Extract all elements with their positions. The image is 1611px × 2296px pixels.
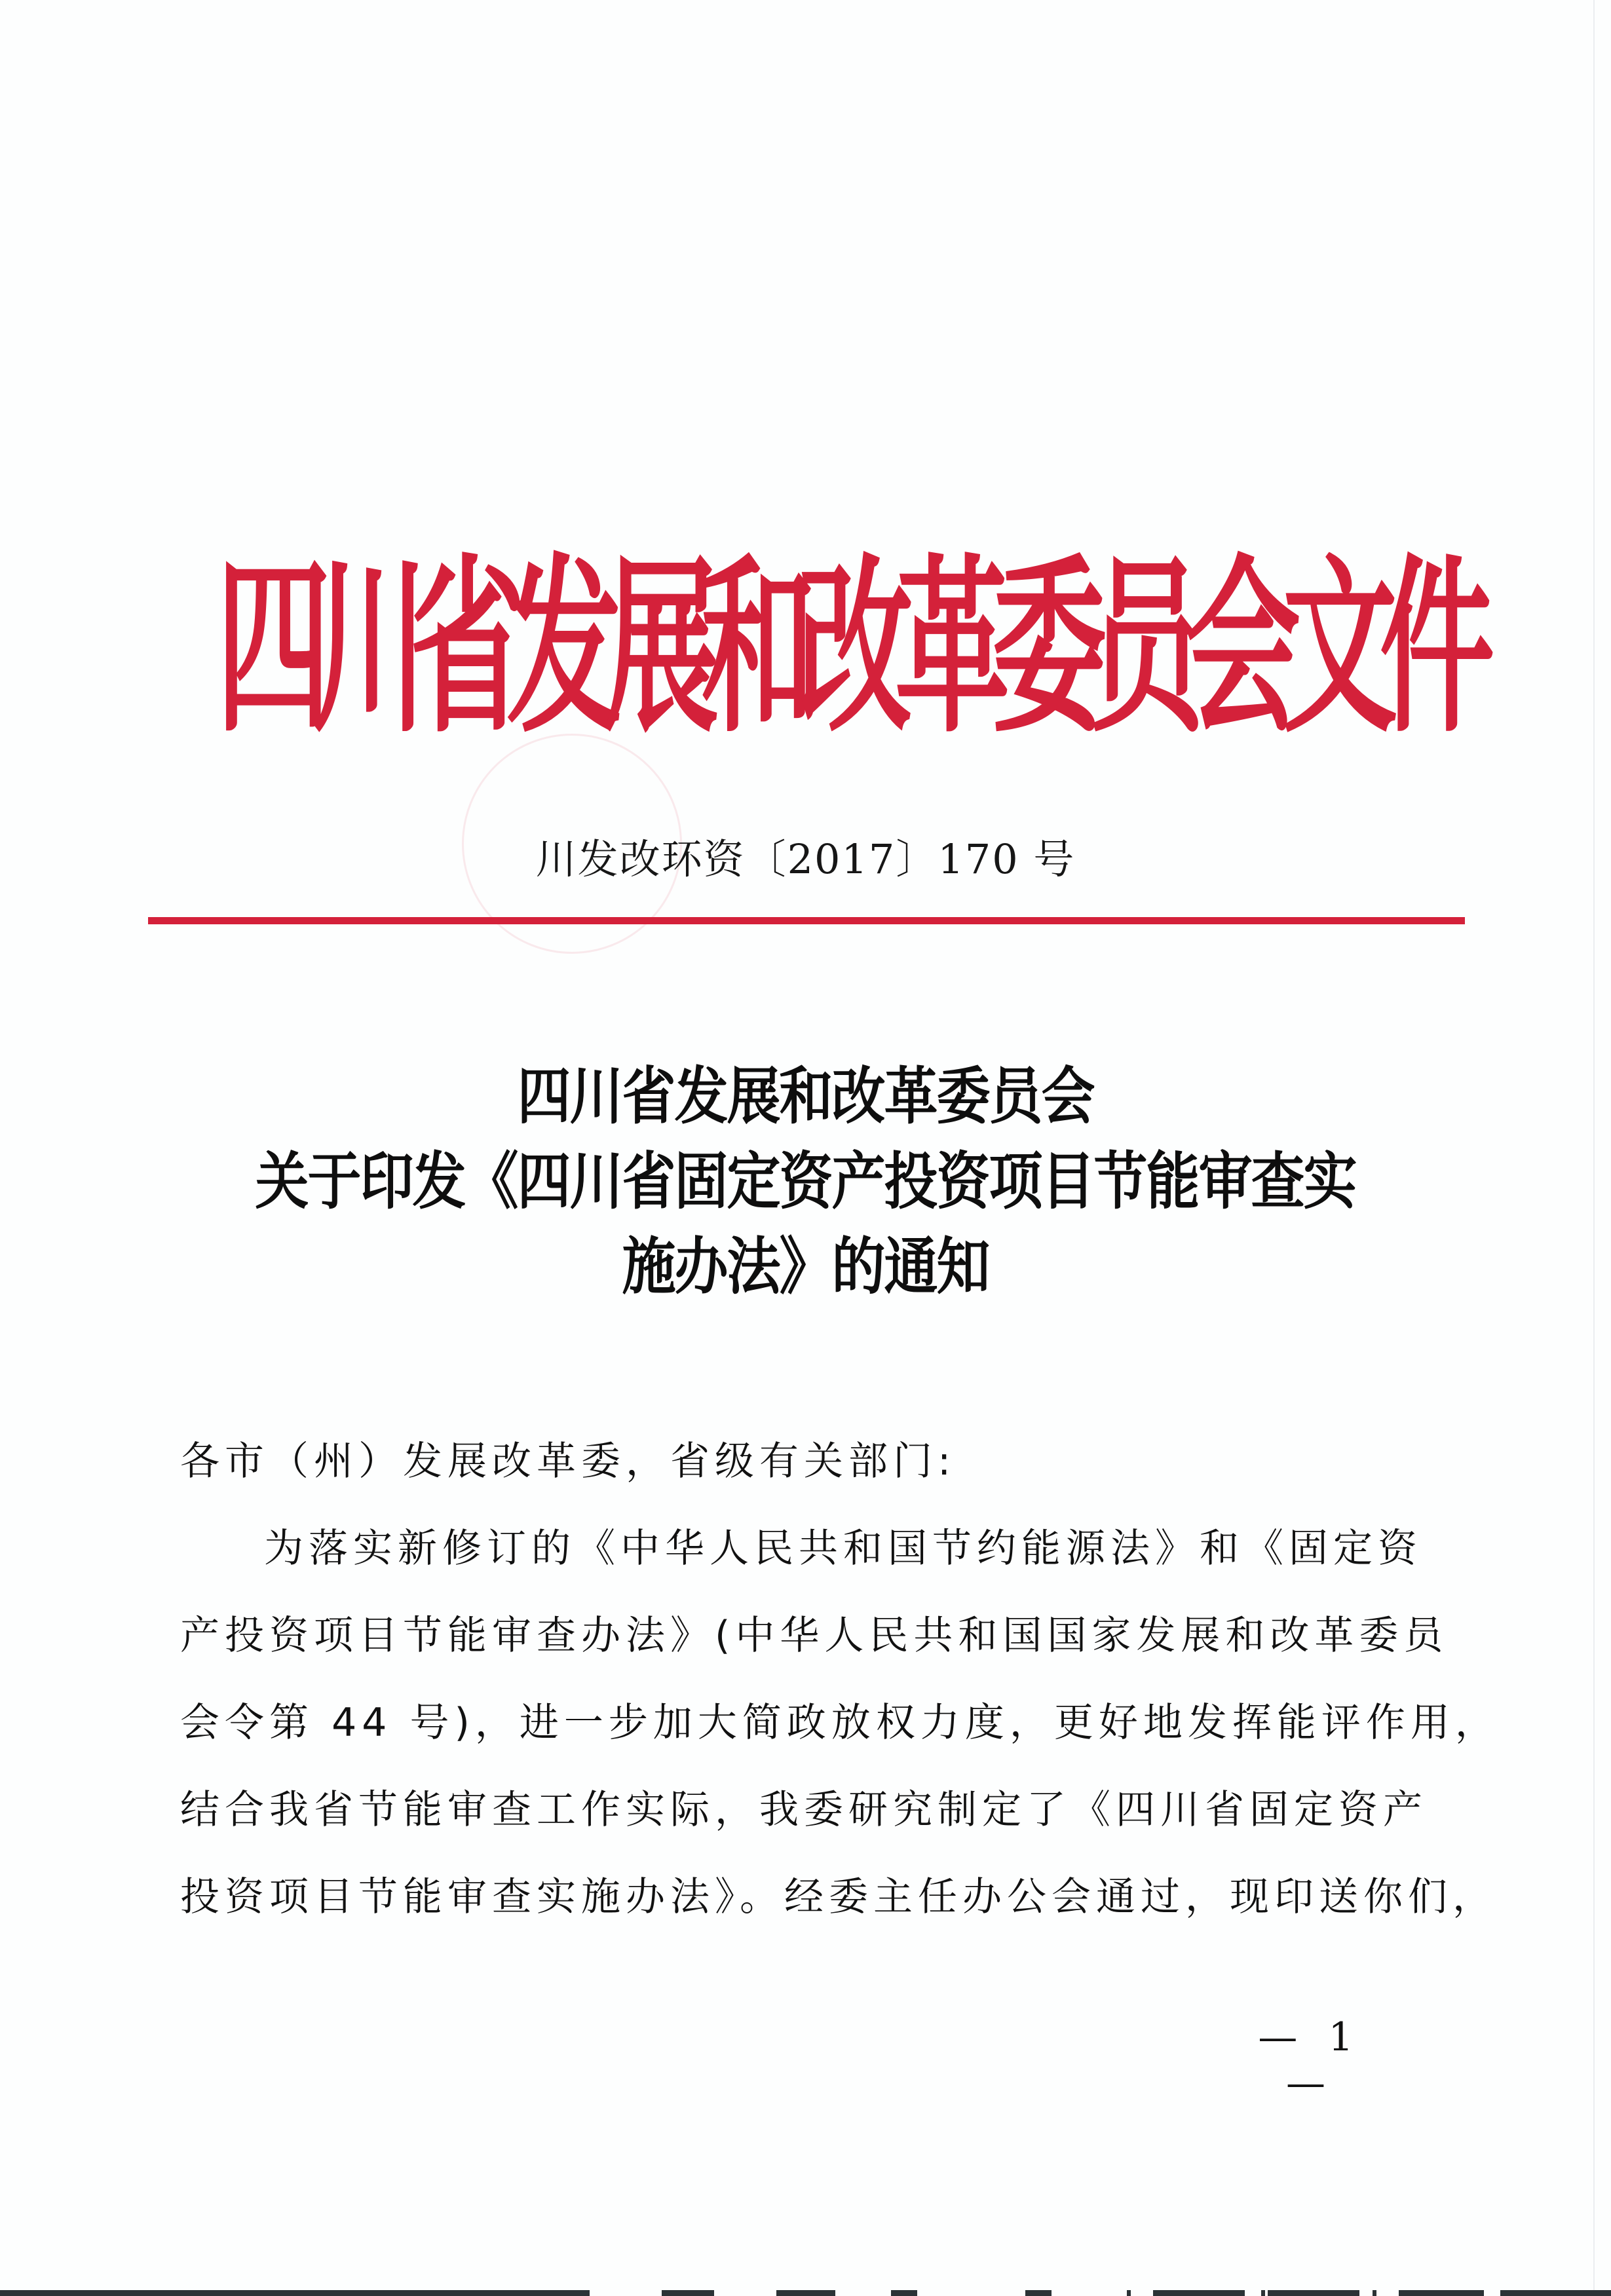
header-char: 四: [216, 538, 328, 759]
header-char: 改: [798, 538, 910, 759]
header-char: 文: [1283, 538, 1395, 759]
paragraph-line: 会令第 44 号)，进一步加大简政放权力度，更好地发挥能评作用，: [180, 1700, 1500, 1746]
title-line: 四川省发展和改革委员会: [517, 1061, 1094, 1133]
header-char: 件: [1380, 538, 1492, 759]
header-char: 发: [507, 538, 619, 759]
paragraph-line: 产投资项目节能审查办法》(中华人民共和国国家发展和改革委员: [180, 1613, 1449, 1659]
issuer-red-header: [216, 487, 1492, 811]
header-char: 会: [1186, 538, 1298, 759]
salutation: 各市（州）发展改革委，省级有关部门:: [180, 1439, 957, 1484]
scan-bottom-artifacts: [0, 2290, 1611, 2296]
header-char: 川: [313, 538, 425, 759]
title-line: 关于印发《四川省固定资产投资项目节能审查实: [255, 1146, 1356, 1218]
red-divider-rule: [148, 917, 1465, 924]
paragraph-line: 结合我省节能审查工作实际，我委研究制定了《四川省固定资产: [180, 1787, 1428, 1833]
header-char: 革: [895, 538, 1007, 759]
header-char: 委: [992, 538, 1104, 759]
page-number: — 1 —: [1258, 2014, 1363, 2106]
header-char: 展: [604, 538, 716, 759]
header-char: 省: [410, 538, 522, 759]
header-char: 和: [701, 538, 813, 759]
title-line: 施办法》的通知: [622, 1231, 989, 1304]
header-char: 员: [1089, 538, 1201, 759]
paragraph-line: 为落实新修订的《中华人民共和国节约能源法》和《固定资: [264, 1526, 1422, 1571]
document-title: [0, 1055, 1611, 1310]
paragraph-line: 投资项目节能审查实施办法》。经委主任办公会通过，现印送你们，: [180, 1874, 1497, 1920]
document-body: [180, 1418, 1500, 1941]
document-number: 川发改环资〔2017〕170 号: [535, 835, 1076, 883]
